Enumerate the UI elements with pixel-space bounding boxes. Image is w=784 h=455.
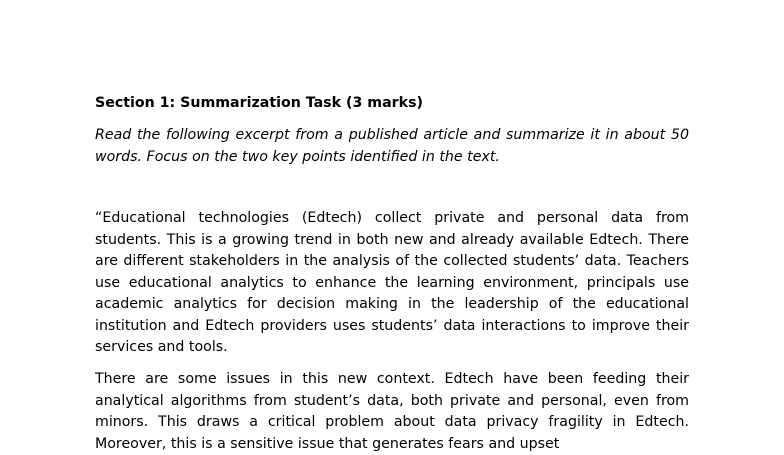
excerpt-paragraph-2: There are some issues in this new context. Edtech have been feeding their analytical algorithms from student’s data, both private and personal, even from minors. This draws a critical problem about data privacy fragility in Edtech. Moreover, this is a sensitive issue that generates fears and upset <box>95 371 689 452</box>
excerpt-paragraph-1: “Educational technologies (Edtech) collect private and personal data from students. This is a growing trend in both new and already available Edtech. There are different stakeholders in the analysis of the collected students’ data. Teachers use educational analytics to enhance the learning environment, principals use academic analytics for decision making in the leadership of the educational institution and Edtech providers uses students’ data interactions to improve their services and tools. <box>95 210 689 355</box>
section-heading: Section 1: Summarization Task (3 marks) <box>95 95 424 111</box>
task-instructions: Read the following excerpt from a published article and summarize it in about 50 words. Focus on the two key points identified in the text. <box>95 127 689 165</box>
